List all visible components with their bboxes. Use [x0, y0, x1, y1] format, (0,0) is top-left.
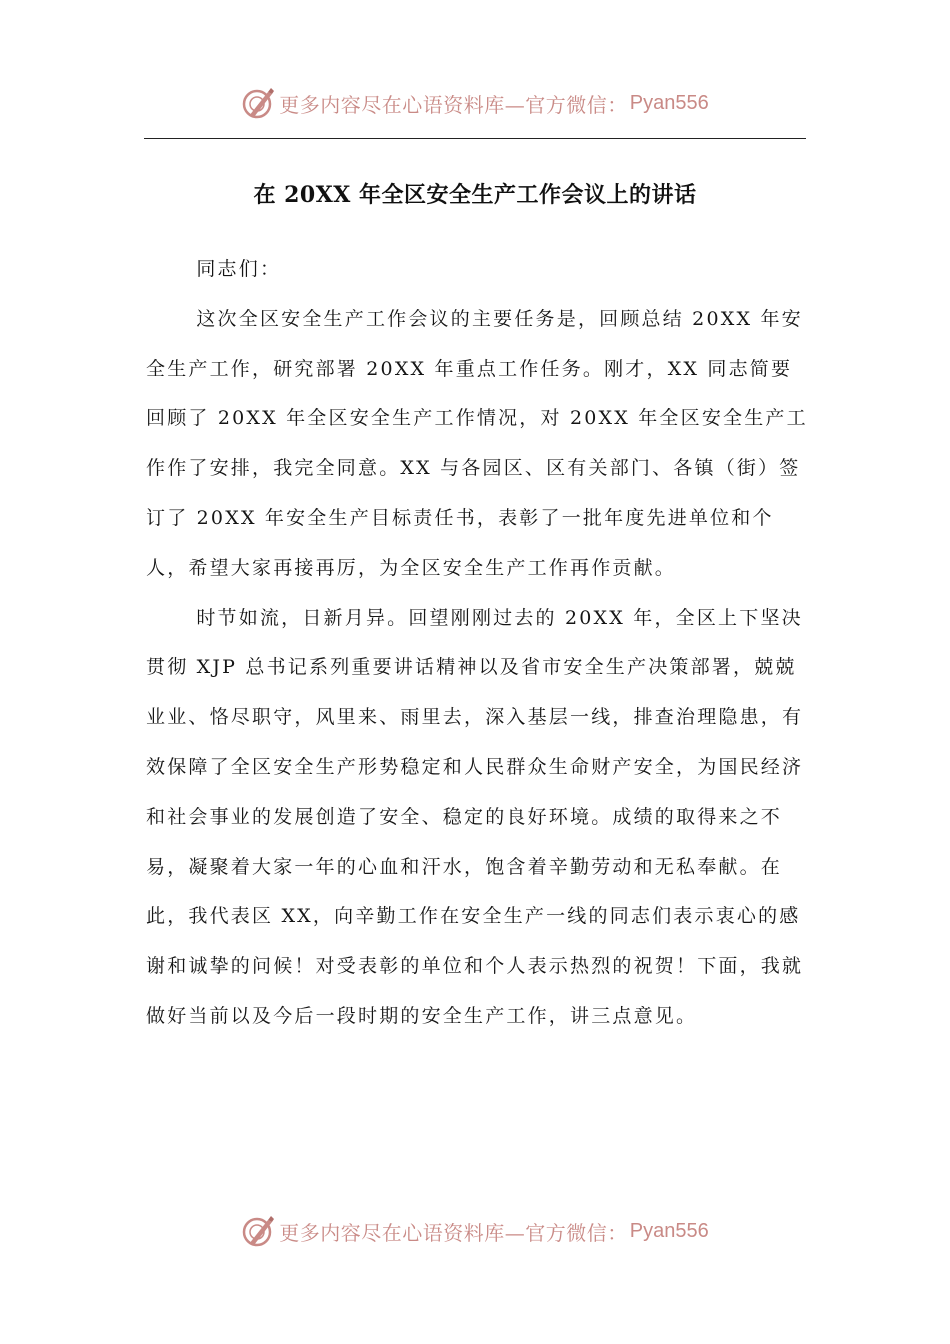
body-paragraph-2: 时节如流，日新月异。回望刚刚过去的 20XX 年，全区上下坚决贯彻 XJP 总书记系列重要讲话精神以及省市安全生产决策部署，兢兢业业、恪尽职守，风里来、雨里去，深入基层一线，排查治理隐患，有效保障了全区安全生产形势稳定和人民群众生命财产安全，为国民经济和社会事业的发展创造了安全、稳定的良好环境。成绩的取得来之不易，凝聚着大家一年的心血和汗水，饱含着辛勤劳动和无私奉献。在此，我代表区 XX，向辛勤工作在安全生产一线的同志们表示衷心的感谢和诚挚的问候！对受表彰的单位和个人表示热烈的祝贺！下面，我就做好当前以及今后一段时期的安全生产工作，讲三点意见。	[146, 606, 804, 1027]
salutation-paragraph: 同志们：	[196, 258, 282, 280]
footer-banner	[0, 1209, 950, 1253]
footer-banner-text: 更多内容尽在心语资料库—官方微信：	[279, 1220, 628, 1245]
document-title: 在 20XX 年全区安全生产工作会议上的讲话	[253, 182, 697, 208]
header-banner-wechat-id: Pyan556	[629, 91, 709, 114]
body-paragraph-1: 这次全区安全生产工作会议的主要任务是，回顾总结 20XX 年安全生产工作，研究部署 20XX 年重点工作任务。刚才，XX 同志简要回顾了 20XX 年全区安全生产工作情况，对 20XX 年全区安全生产工作作了安排，我完全同意。XX 与各园区、区有关部门、各镇（街）签订了 20XX 年安全生产目标责任书，表彰了一批年度先进单位和个人，希望大家再接再厉，为全区安全生产工作再作贡献。	[146, 307, 808, 579]
pen-logo-icon	[241, 86, 275, 120]
pen-logo-icon	[241, 1214, 275, 1248]
document-body	[146, 245, 808, 1042]
header-banner-text: 更多内容尽在心语资料库—官方微信：	[279, 92, 628, 117]
header-banner	[0, 81, 950, 125]
footer-banner-wechat-id: Pyan556	[629, 1219, 709, 1242]
header-rule	[144, 138, 806, 139]
